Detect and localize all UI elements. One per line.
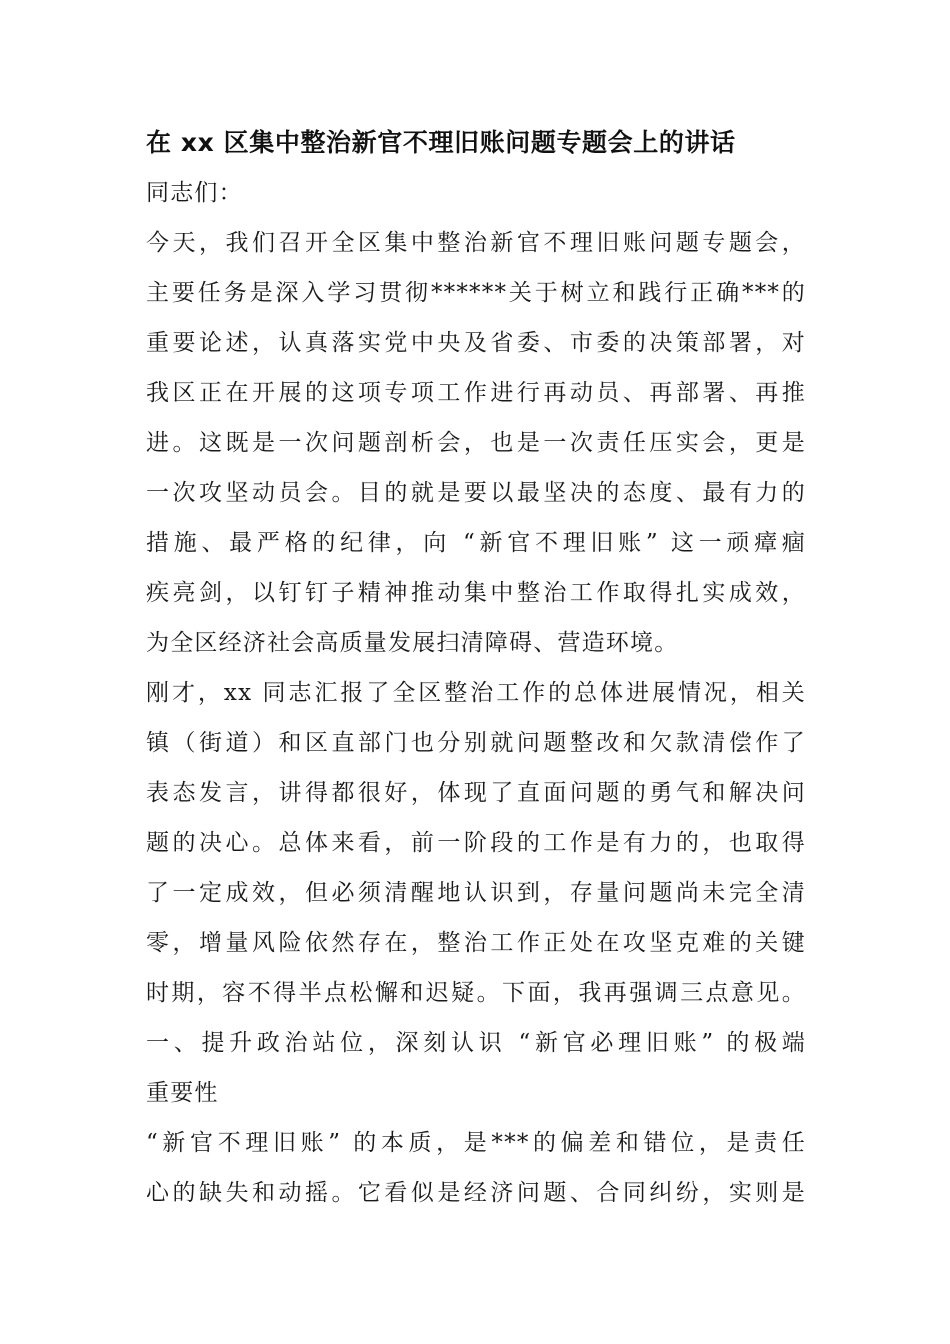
- section-heading-one: [146, 1018, 806, 1118]
- text-line: 进。这既是一次问题剖析会，也是一次责任压实会，更是: [146, 430, 806, 456]
- text-line: “新官不理旧账” 的本质，是***的偏差和错位，是责任: [146, 1130, 806, 1156]
- text-line: 今天，我们召开全区集中整治新官不理旧账问题专题会，: [146, 230, 806, 256]
- paragraph-opening: [146, 218, 806, 668]
- text-line: 心的缺失和动摇。它看似是经济问题、合同纠纷，实则是: [146, 1180, 806, 1206]
- text-line: 时期，容不得半点松懈和迟疑。下面，我再强调三点意见。: [146, 980, 806, 1006]
- text-line: 题的决心。总体来看，前一阶段的工作是有力的，也取得: [146, 830, 806, 856]
- text-line: 一次攻坚动员会。目的就是要以最坚决的态度、最有力的: [146, 480, 806, 506]
- text-line: 零，增量风险依然存在，整治工作正处在攻坚克难的关键: [146, 930, 806, 956]
- text-line: 我区正在开展的这项专项工作进行再动员、再部署、再推: [146, 380, 806, 406]
- text-line: 镇（街道）和区直部门也分别就问题整改和欠款清偿作了: [146, 730, 806, 756]
- text-line: 主要任务是深入学习贯彻******关于树立和践行正确***的: [146, 280, 806, 306]
- document-title: 在 xx 区集中整治新官不理旧账问题专题会上的讲话: [146, 128, 736, 157]
- text-line: 刚才，xx 同志汇报了全区整治工作的总体进展情况，相关: [146, 680, 806, 706]
- text-line: 措施、最严格的纪律，向 “新官不理旧账” 这一顽瘴痼: [146, 530, 806, 556]
- text-line: 表态发言，讲得都很好，体现了直面问题的勇气和解决问: [146, 780, 806, 806]
- text-line: 了一定成效，但必须清醒地认识到，存量问题尚未完全清: [146, 880, 806, 906]
- salutation: 同志们：: [146, 180, 243, 206]
- text-line: 一、提升政治站位，深刻认识 “新官必理旧账” 的极端: [146, 1030, 806, 1056]
- text-line: 疾亮剑，以钉钉子精神推动集中整治工作取得扎实成效，: [146, 580, 806, 606]
- text-line: 为全区经济社会高质量发展扫清障碍、营造环境。: [146, 630, 679, 656]
- paragraph-section-one-body: [146, 1118, 806, 1218]
- text-line: 重要论述，认真落实党中央及省委、市委的决策部署，对: [146, 330, 806, 356]
- paragraph-review: [146, 668, 806, 1018]
- text-line: 重要性: [146, 1080, 219, 1106]
- document-page: [146, 118, 806, 1218]
